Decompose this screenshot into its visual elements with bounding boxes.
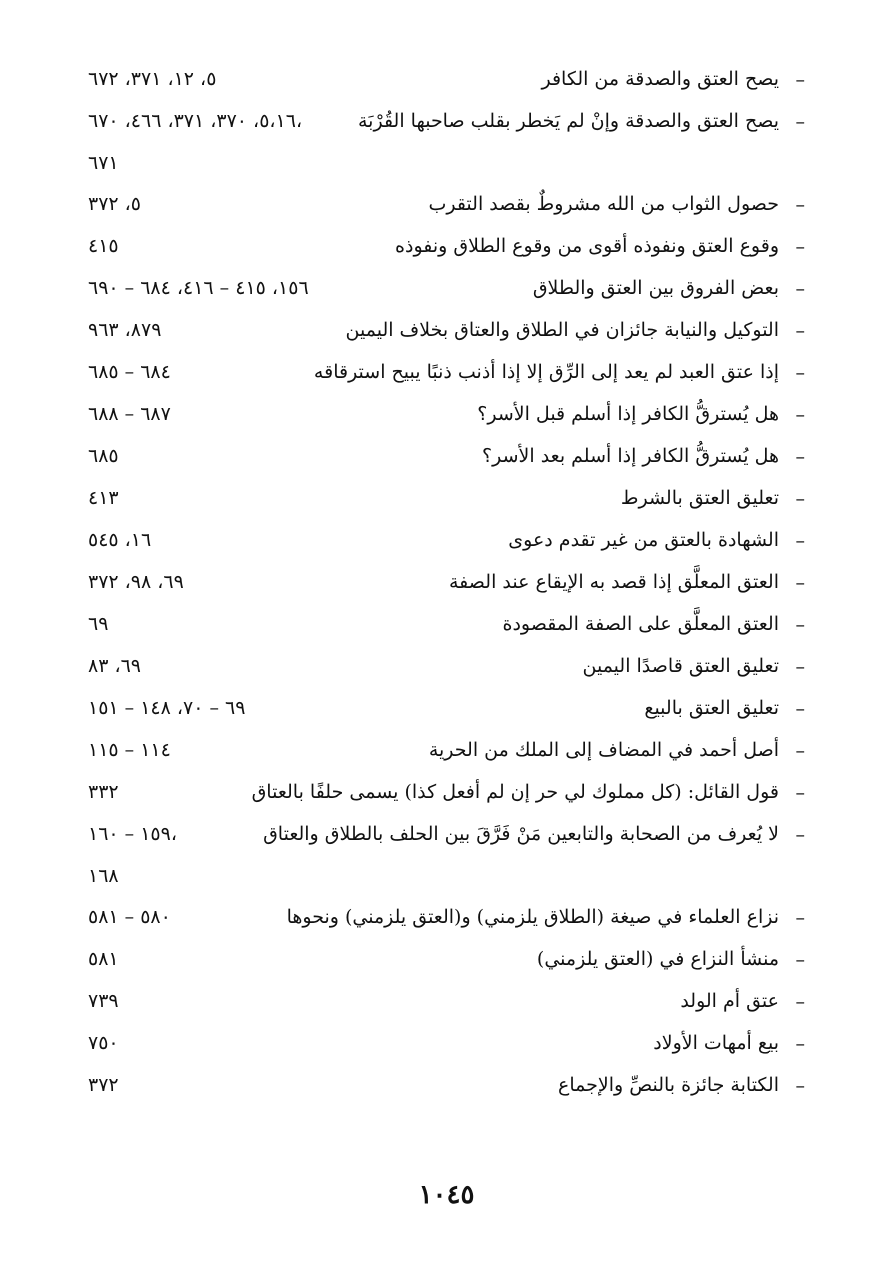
entry-text: بيع أمهات الأولاد bbox=[653, 1032, 779, 1054]
entry-page-refs: ٨٧٩، ٩٦٣ bbox=[88, 319, 162, 341]
index-entry bbox=[88, 183, 805, 225]
entry-page-refs: ٦٧١ bbox=[88, 152, 119, 174]
index-entry bbox=[88, 393, 805, 435]
entry-dash: – bbox=[795, 111, 805, 133]
entry-page-refs: ١١٤ – ١١٥ bbox=[88, 739, 171, 761]
entry-dash: – bbox=[795, 320, 805, 342]
entry-page-refs: ٦٩، ٩٨، ٣٧٢ bbox=[88, 571, 184, 593]
entry-page-refs: ٥٨١ bbox=[88, 948, 119, 970]
entry-text: العتق المعلَّق إذا قصد به الإيقاع عند الصفة bbox=[449, 571, 779, 593]
index-entry bbox=[88, 561, 805, 603]
entry-text: عتق أم الولد bbox=[680, 990, 779, 1012]
page-number: ١٠٤٥ bbox=[418, 1180, 475, 1210]
entry-page-refs: ٦٩، ٨٣ bbox=[88, 655, 142, 677]
entry-text: قول القائل: (كل مملوك لي حر إن لم أفعل كذا) يسمى حلفًا بالعتاق bbox=[251, 781, 779, 803]
index-entry bbox=[88, 519, 805, 561]
index-entry bbox=[88, 1022, 805, 1064]
entry-text: العتق المعلَّق على الصفة المقصودة bbox=[502, 613, 779, 635]
entry-text: هل يُسترقُّ الكافر إذا أسلم قبل الأسر؟ bbox=[477, 403, 779, 425]
entry-dash: – bbox=[795, 907, 805, 929]
entry-text: إذا عتق العبد لم يعد إلى الرِّق إلا إذا أذنب ذنبًا يبيح استرقاقه bbox=[313, 361, 779, 383]
entry-page-refs: ٥، ٣٧٢ bbox=[88, 193, 142, 215]
index-entry bbox=[88, 225, 805, 267]
entry-text: الشهادة بالعتق من غير تقدم دعوى bbox=[508, 529, 779, 551]
entry-text: نزاع العلماء في صيغة (الطلاق يلزمني) و(العتق يلزمني) ونحوها bbox=[286, 906, 779, 928]
entry-text: تعليق العتق بالشرط bbox=[620, 487, 779, 509]
index-entry bbox=[88, 477, 805, 519]
entry-dash: – bbox=[795, 991, 805, 1013]
entry-page-refs: ٦٨٧ – ٦٨٨ bbox=[88, 403, 171, 425]
entry-page-refs: ٥، ١٢، ٣٧١، ٦٧٢ bbox=[88, 68, 217, 90]
entry-text: تعليق العتق بالبيع bbox=[644, 697, 779, 719]
entry-page-refs: ٣٧٢ bbox=[88, 1074, 119, 1096]
entry-text: حصول الثواب من الله مشروطٌ بقصد التقرب bbox=[428, 193, 779, 215]
subject-index-list bbox=[88, 58, 805, 1106]
entry-page-refs: ٥،١٦، ٣٧٠، ٣٧١، ٤٦٦، ٦٧٠، bbox=[88, 110, 303, 132]
entry-dash: – bbox=[795, 824, 805, 846]
entry-text: التوكيل والنيابة جائزان في الطلاق والعتاق بخلاف اليمين bbox=[345, 319, 779, 341]
entry-page-refs: ١٥٩ – ١٦٠، bbox=[88, 823, 177, 845]
entry-dash: – bbox=[795, 1075, 805, 1097]
entry-dash: – bbox=[795, 740, 805, 762]
index-entry bbox=[88, 729, 805, 771]
entry-page-refs: ٦٨٥ bbox=[88, 445, 119, 467]
index-entry bbox=[88, 980, 805, 1022]
entry-dash: – bbox=[795, 572, 805, 594]
entry-dash: – bbox=[795, 530, 805, 552]
entry-text: منشأ النزاع في (العتق يلزمني) bbox=[536, 948, 779, 970]
index-entry bbox=[88, 603, 805, 645]
entry-dash: – bbox=[795, 446, 805, 468]
entry-page-refs: ١٦، ٥٤٥ bbox=[88, 529, 152, 551]
index-entry bbox=[88, 309, 805, 351]
entry-text: هل يُسترقُّ الكافر إذا أسلم بعد الأسر؟ bbox=[482, 445, 779, 467]
entry-page-refs: ٣٣٢ bbox=[88, 781, 119, 803]
entry-dash: – bbox=[795, 362, 805, 384]
index-entry bbox=[88, 351, 805, 393]
entry-page-refs: ٦٩ – ٧٠، ١٤٨ – ١٥١ bbox=[88, 697, 246, 719]
entry-text: أصل أحمد في المضاف إلى الملك من الحرية bbox=[428, 739, 779, 761]
entry-dash: – bbox=[795, 614, 805, 636]
entry-dash: – bbox=[795, 194, 805, 216]
index-entry bbox=[88, 435, 805, 477]
entry-text: وقوع العتق ونفوذه أقوى من وقوع الطلاق ونفوذه bbox=[395, 235, 779, 257]
entry-dash: – bbox=[795, 69, 805, 91]
entry-page-refs: ٦٨٤ – ٦٨٥ bbox=[88, 361, 171, 383]
entry-text: يصح العتق والصدقة من الكافر bbox=[541, 68, 779, 90]
entry-page-refs: ٧٥٠ bbox=[88, 1032, 119, 1054]
entry-text: بعض الفروق بين العتق والطلاق bbox=[532, 277, 779, 299]
index-entry bbox=[88, 938, 805, 980]
entry-dash: – bbox=[795, 656, 805, 678]
entry-text: لا يُعرف من الصحابة والتابعين مَنْ فَرَّقَ بين الحلف بالطلاق والعتاق bbox=[263, 823, 779, 845]
entry-dash: – bbox=[795, 404, 805, 426]
entry-page-refs: ٥٨٠ – ٥٨١ bbox=[88, 906, 171, 928]
index-entry bbox=[88, 1064, 805, 1106]
entry-dash: – bbox=[795, 278, 805, 300]
entry-page-refs: ٧٣٩ bbox=[88, 990, 119, 1012]
index-entry bbox=[88, 771, 805, 813]
index-entry-continuation bbox=[88, 855, 805, 896]
entry-text: تعليق العتق قاصدًا اليمين bbox=[582, 655, 779, 677]
entry-page-refs: ٤١٥ bbox=[88, 235, 119, 257]
index-entry bbox=[88, 267, 805, 309]
entry-dash: – bbox=[795, 782, 805, 804]
index-entry bbox=[88, 813, 805, 855]
index-entry-continuation bbox=[88, 142, 805, 183]
index-entry bbox=[88, 100, 805, 142]
entry-dash: – bbox=[795, 236, 805, 258]
entry-dash: – bbox=[795, 698, 805, 720]
entry-page-refs: ٦٩ bbox=[88, 613, 109, 635]
entry-dash: – bbox=[795, 949, 805, 971]
index-entry bbox=[88, 896, 805, 938]
index-entry bbox=[88, 645, 805, 687]
entry-dash: – bbox=[795, 1033, 805, 1055]
entry-text: الكتابة جائزة بالنصِّ والإجماع bbox=[558, 1074, 779, 1096]
entry-page-refs: ٤١٣ bbox=[88, 487, 119, 509]
entry-text: يصح العتق والصدقة وإنْ لم يَخطر بقلب صاحبها القُرْبَة bbox=[357, 110, 779, 132]
entry-page-refs: ١٦٨ bbox=[88, 865, 119, 887]
index-entry bbox=[88, 58, 805, 100]
index-entry bbox=[88, 687, 805, 729]
entry-page-refs: ١٥٦، ٤١٥ – ٤١٦، ٦٨٤ – ٦٩٠ bbox=[88, 277, 309, 299]
entry-dash: – bbox=[795, 488, 805, 510]
